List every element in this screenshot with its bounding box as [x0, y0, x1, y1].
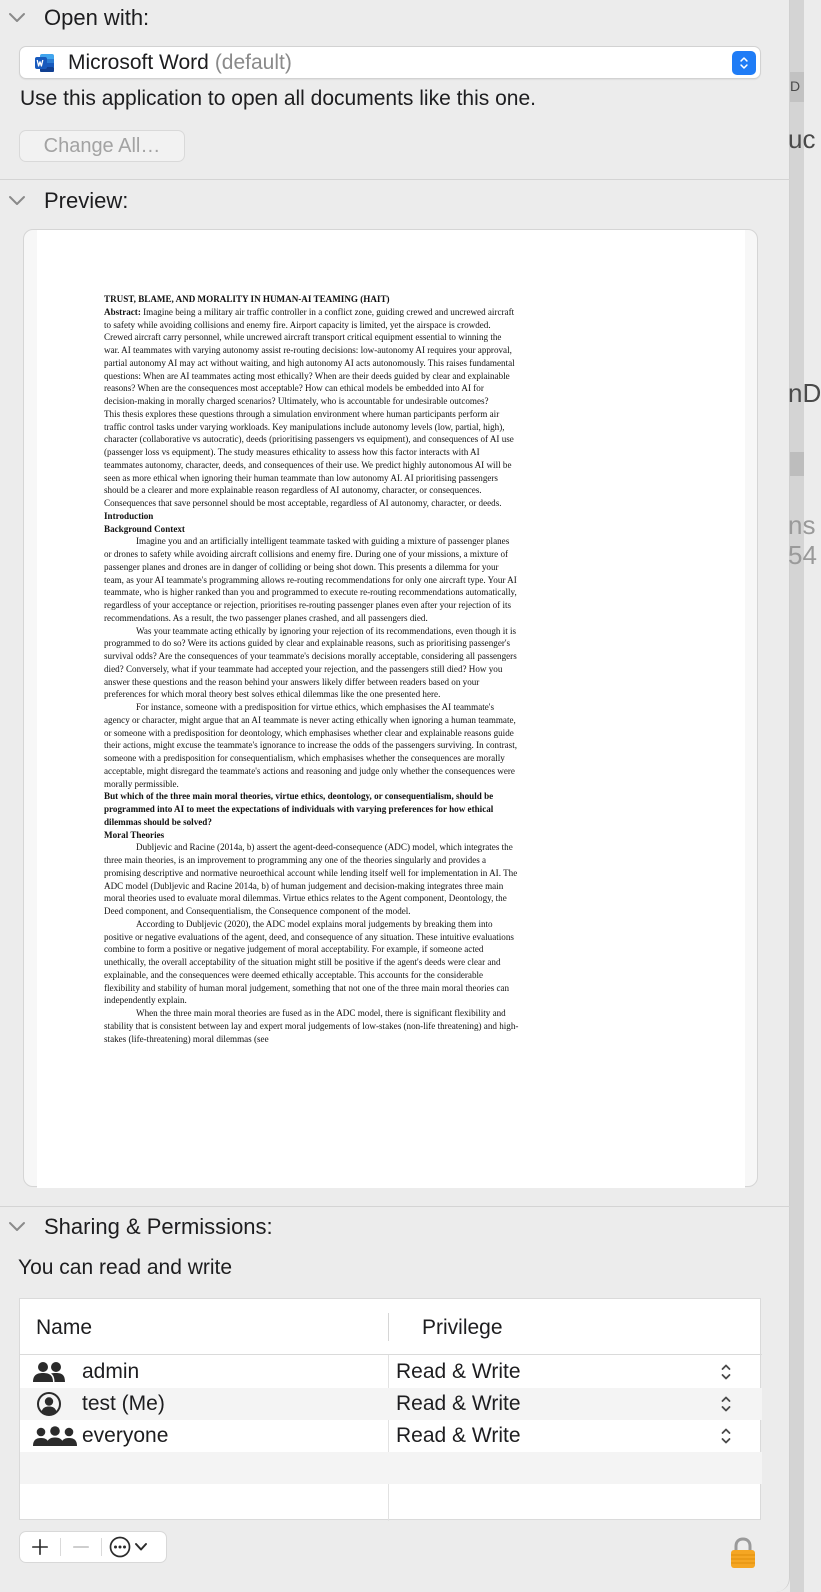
column-header-privilege[interactable]: Privilege: [422, 1316, 503, 1339]
table-row[interactable]: [20, 1356, 762, 1388]
table-header: [20, 1299, 762, 1355]
lock-icon[interactable]: [728, 1536, 758, 1570]
background-text: ns: [788, 510, 816, 540]
preview-box: [23, 229, 758, 1187]
chevron-down-icon[interactable]: [0, 189, 34, 213]
permissions-controls: [19, 1531, 167, 1563]
column-separator[interactable]: [388, 1313, 389, 1341]
permission-note: You can read and write: [18, 1256, 233, 1279]
doc-heading-intro: Introduction: [104, 510, 154, 521]
user-circle-icon: [32, 1391, 66, 1417]
microsoft-word-icon: [34, 52, 56, 74]
background-text: uc: [788, 124, 816, 154]
doc-abstract: Imagine being a military air traffic controller in a conflict zone, guiding crewed and uncrewed aircraft to safety while avoiding collisions and enemy fire. Airport capacity is limited, yet the airspace is crowded. Crewed aircraft carry personnel, while uncrewed aircraft transport critical equipment essential to winning the war. AI teammates with varying autonomy assist re-routing decisions: low-autonomy AI requires your approval, partial autonomy AI may act without waiting, and high autonomy AI acts autonomously. This raises fundamental questions: When are AI teammates acting most ethically? When are their deeds guided by clear and explainable reasons? When are the consequences most acceptable? How can ethical models be embedded into AI for decision-making in morally charged scenarios? Ultimately, who is accountable for undesirable outcomes?: [104, 306, 515, 406]
privilege-stepper-icon[interactable]: [720, 1394, 732, 1414]
document-page: [37, 230, 745, 1188]
user-name: test (Me): [82, 1392, 165, 1415]
doc-paragraph: According to Dubljevic (2020), the ADC model explains moral judgements by breaking them into positive or negative evaluations of the agent, deed, and consequence of any situation. These intuitive evaluations combine to form a positive or negative judgement of moral acceptability. For example, if someone acted unethically, the overall acceptability of the situation might still be positive if the agent's deeds were clear and explainable, and the consequences were deemed ethically acceptable. This accounts for the considerable flexibility and stability of human moral judgement, something that not one of the three main moral theories can independently explain.: [104, 918, 514, 1006]
plus-icon: [31, 1538, 49, 1556]
background-band: [790, 452, 804, 476]
doc-abstract-label: Abstract:: [104, 306, 141, 317]
doc-paragraph: When the three main moral theories are fused as in the ADC model, there is significant flexibility and stability that is consistent between lay and expert moral judgements of low-stakes (non-life threatening) and high-stakes (life-threatening) moral dilemmas (see: [104, 1008, 519, 1044]
group-icon: [32, 1359, 66, 1385]
document-text: [104, 293, 519, 1045]
background-text: nD: [788, 378, 821, 408]
table-row[interactable]: [20, 1388, 762, 1420]
background-text: 54: [788, 540, 817, 570]
popup-stepper-icon[interactable]: [732, 51, 756, 75]
everyone-icon: [32, 1423, 78, 1449]
chevron-down-icon[interactable]: [0, 6, 34, 30]
table-row-empty: [20, 1484, 762, 1516]
section-divider: [0, 1206, 790, 1207]
action-menu-button[interactable]: [102, 1532, 160, 1562]
doc-paragraph: Imagine you and an artificially intelligent teammate tasked with guiding a mixture of passenger planes or drones to safety while avoiding aircraft collisions and enemy fire. During one of your missions, a mixture of passenger planes and drones are in danger of colliding or being shot down. This presents a dilemma for your team, as your AI teammate's programming allows re-routing recommendations for only one aircraft type. Your AI teammate, who is higher ranked than you and programmed to execute re-routing recommendations automatically, regardless of your acceptance or rejection, prioritises re-routing passenger planes even after your rejection of its recommendations. As a result, the two passenger planes crashed, and all passengers died.: [104, 536, 517, 623]
app-name: Microsoft Word: [68, 50, 209, 74]
doc-paragraph: Dubljevic and Racine (2014a, b) assert the agent-deed-consequence (ADC) model, which integrates the three main theories, is an improvement to programming any one of the theories singularly and provides a promising descriptive and normative neuroethical account while lending itself well for implementation in AI. The ADC model (Dubljevic and Racine 2014a, b) of human judgement and decision-making integrates three main moral theories used to evaluate moral dilemmas. Virtue ethics relates to the Agent component, Deontology, the Deed component, and Consequentialism, the Consequence component of the model.: [104, 842, 518, 916]
minus-icon: [72, 1538, 90, 1556]
app-default-tag: (default): [214, 50, 292, 74]
background-text: D: [790, 78, 801, 94]
open-with-app-popup[interactable]: [19, 46, 761, 79]
section-divider: [0, 179, 790, 180]
remove-button[interactable]: [61, 1532, 101, 1562]
open-with-hint: Use this application to open all documents like this one.: [20, 87, 536, 110]
open-with-header[interactable]: [0, 5, 149, 31]
user-name: admin: [82, 1360, 140, 1383]
doc-title: TRUST, BLAME, AND MORALITY IN HUMAN-AI TEAMING (HAIT): [104, 294, 390, 304]
doc-heading-background: Background Context: [104, 523, 185, 534]
table-row[interactable]: [20, 1420, 762, 1452]
sharing-title: Sharing & Permissions:: [44, 1214, 273, 1239]
add-button[interactable]: [20, 1532, 60, 1562]
privilege-stepper-icon[interactable]: [720, 1362, 732, 1382]
column-header-name[interactable]: Name: [36, 1316, 93, 1339]
privilege-value[interactable]: Read & Write: [396, 1424, 521, 1447]
preview-header[interactable]: [0, 188, 128, 214]
change-all-button[interactable]: Change All…: [19, 130, 185, 162]
sharing-header[interactable]: [0, 1214, 273, 1240]
user-name: everyone: [82, 1424, 169, 1447]
doc-heading-moral: Moral Theories: [104, 829, 165, 840]
doc-abstract-2: This thesis explores these questions through a simulation environment where human participants perform air traffic control tasks under varying workloads. Key manipulations include autonomy levels (low, partial, high), character (collaborative vs autocratic), deeds (prioritising passengers vs equipment), and consequences of AI use (passenger loss vs equipment). The study measures ethicality to assess how this factor interacts with AI teammates autonomy, character, deeds, and consequences of their use. We predict highly autonomous AI will be seen as more ethical when ignoring their human teammate than low autonomy AI. AI prioritising passengers should be a clearer and more explainable reason regardless of AI autonomy, character, or consequences. Consequences that save personnel should be most acceptable, regardless of AI autonomy, character, or deeds.: [104, 408, 514, 508]
privilege-value[interactable]: Read & Write: [396, 1392, 521, 1415]
doc-question: But which of the three main moral theories, virtue ethics, deontology, or consequentialism, should be programmed into AI to meet the expectations of individuals with varying preferences for how ethical dilemmas should be solved?: [104, 791, 494, 827]
preview-title: Preview:: [44, 188, 129, 213]
chevron-down-icon[interactable]: [0, 1215, 34, 1239]
doc-paragraph: For instance, someone with a predisposition for virtue ethics, which emphasises the AI teammate's agency or character, might argue that an AI teammate is never acting ethically when ignoring a human teammate, or someone with a predisposition for deontology, which emphasises whether clear and explainable reasons guide their actions, might excuse the teammate's ignorance to increase the odds of the passengers surviving. In contrast, someone with a predisposition for consequentialism, which emphasises whether the consequences are morally acceptable, might disregard the teammate's actions and reasoning and judge only whether the consequences were morally permissible.: [104, 702, 518, 789]
table-row-empty: [20, 1452, 762, 1484]
ellipsis-circle-icon: [109, 1535, 153, 1559]
privilege-stepper-icon[interactable]: [720, 1426, 732, 1446]
open-with-title: Open with:: [44, 5, 150, 30]
background-window-edge: [788, 0, 821, 1592]
permissions-table: [19, 1298, 761, 1520]
doc-paragraph: Was your teammate acting ethically by ignoring your rejection of its recommendations, even though it is programmed to do so? Were its actions guided by clear and explainable reasons, such as prioritising passenger's survival odds? Are the consequences of your teammate's decisions morally acceptable, considering all passengers died? Conversely, what if your teammate had accepted your rejection, and the passengers still died? How you answer these questions and the reason behind your answers likely differ between readers based on your preferences for which moral theory best solves ethical dilemmas like the one presented here.: [104, 625, 517, 700]
privilege-value[interactable]: Read & Write: [396, 1360, 521, 1383]
